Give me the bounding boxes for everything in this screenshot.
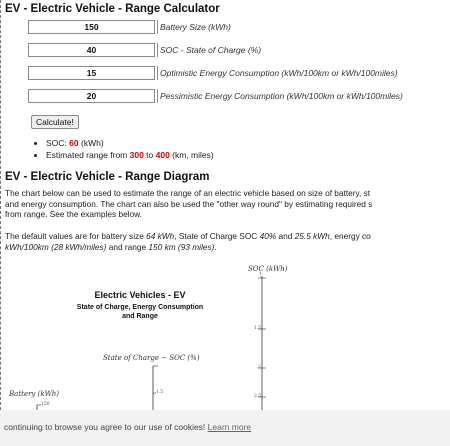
defaults-range-value: 150 km (93 miles): [148, 241, 215, 252]
soc-result-value: 60: [69, 138, 79, 148]
range-high-value: 400: [155, 150, 170, 160]
range-result-prefix: Estimated range from: [46, 150, 130, 160]
intro-line-1: The chart below can be used to estimate the range of an electric vehicle based on size of battery, st: [5, 188, 371, 198]
range-result: [46, 149, 214, 161]
nomogram-lines: [0, 262, 450, 412]
battery-size-row: [28, 20, 231, 34]
pessimistic-consumption-label: Pessimistic Energy Consumption (kWh/100km or kWh/100miles): [157, 89, 403, 103]
diagram-subtitle-1: State of Charge, Energy Consumption: [76, 304, 204, 311]
intro-line-2: and energy consumption. The chart can also be used the "other way round" by estimating required s: [5, 198, 373, 209]
defaults-energy: 25.5 kWh: [294, 231, 330, 241]
soc-kwh-tick-label-4: 2.5: [254, 394, 262, 399]
learn-more-link[interactable]: Learn more: [207, 422, 252, 432]
range-low-value: 300: [129, 150, 144, 160]
defaults-soc: 40%: [259, 231, 277, 241]
defaults-text-range: and range: [106, 241, 149, 252]
results-list: [46, 137, 214, 161]
calculate-button[interactable]: Calculate!: [31, 115, 79, 129]
soc-pct-tick-label-2: 1.5: [156, 390, 164, 395]
battery-label: Battery (kWh): [9, 390, 60, 398]
defaults-paragraph: [5, 231, 450, 252]
soc-kwh-tick-label-1: 1: [259, 272, 262, 277]
cookie-banner: [0, 410, 450, 446]
defaults-text-a: The default values are for battery size: [5, 231, 147, 241]
calculator-heading: EV - Electric Vehicle - Range Calculator: [5, 3, 220, 15]
optimistic-consumption-input[interactable]: [28, 66, 155, 80]
diagram-subtitle-2: and Range: [122, 313, 158, 320]
soc-kwh-tick-label-3: 2: [258, 365, 261, 370]
battery-size-input[interactable]: [28, 20, 155, 34]
soc-kwh-label: SOC (kWh): [248, 265, 288, 273]
soc-result: [46, 137, 214, 149]
cookie-message: continuing to browse you agree to our use of cookies!: [4, 422, 208, 432]
optimistic-consumption-label: Optimistic Energy Consumption (kWh/100km or kWh/100miles): [157, 66, 398, 80]
defaults-energy-units: kWh/100km (28 kWh/miles): [5, 241, 107, 252]
soc-input[interactable]: [28, 43, 155, 57]
pessimistic-consumption-input[interactable]: [28, 89, 155, 103]
soc-pct-label: State of Charge − SOC (%): [103, 354, 200, 362]
range-nomogram: [0, 262, 450, 412]
soc-kwh-tick-label-2: 1.5: [254, 326, 262, 331]
soc-result-prefix: SOC:: [46, 138, 70, 148]
optimistic-consumption-row: [28, 66, 398, 80]
diagram-heading: EV - Electric Vehicle - Range Diagram: [5, 171, 210, 183]
intro-line-3: from range. See the examples below.: [5, 209, 142, 219]
defaults-battery: 64 kWh: [146, 231, 175, 241]
diagram-title: Electric Vehicles - EV: [94, 290, 186, 300]
pessimistic-consumption-row: [28, 89, 403, 103]
soc-row: [28, 43, 261, 57]
range-result-unit: (km, miles): [169, 150, 214, 160]
soc-label: SOC - State of Charge (%): [157, 43, 261, 57]
intro-paragraph: [5, 188, 450, 220]
defaults-text-e: and: [276, 231, 295, 241]
range-result-to: to: [143, 150, 156, 160]
soc-result-unit: (kWh): [78, 138, 104, 148]
defaults-period: .: [214, 241, 217, 252]
defaults-text-g: , energy co: [329, 231, 371, 241]
battery-tick-label-1: 150: [41, 402, 50, 407]
battery-size-label: Battery Size (kWh): [157, 20, 231, 34]
defaults-text-c: , State of Charge SOC: [174, 231, 260, 241]
cookie-text: [4, 422, 251, 432]
